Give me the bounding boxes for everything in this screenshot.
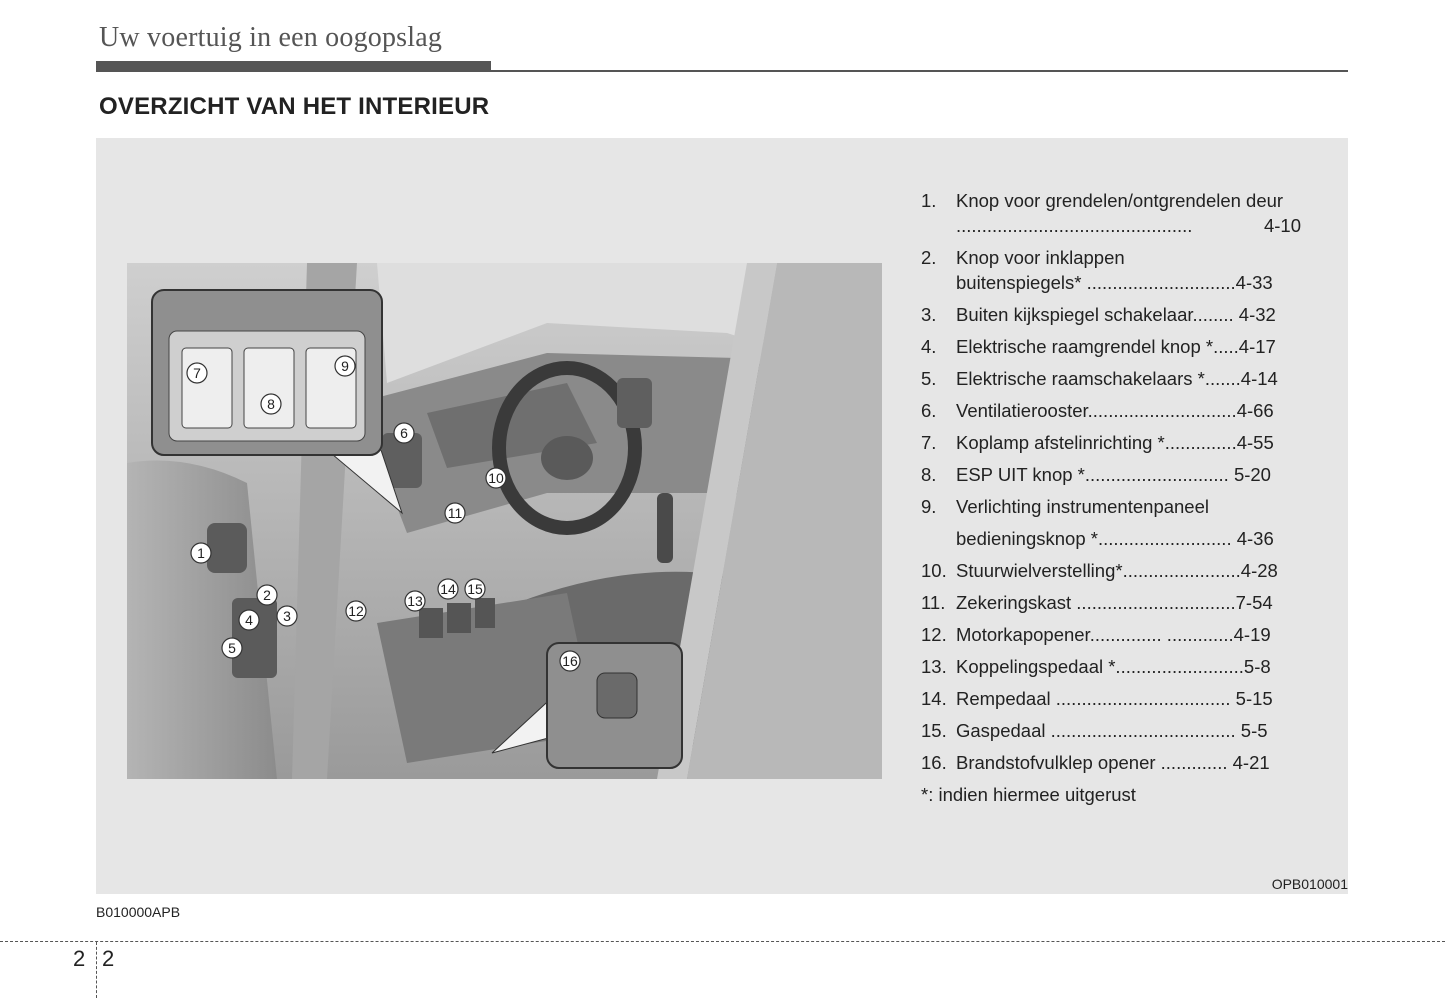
legend-item: 9. Verlichting instrumentenpaneel bedieningsknop *.......................... 4-36	[921, 496, 1274, 549]
figure-code: OPB010001	[1271, 876, 1348, 892]
svg-text:4: 4	[245, 612, 253, 628]
legend-item: 8. ESP UIT knop *............................ 5-20	[921, 464, 1271, 485]
headlight-level-switch	[182, 348, 232, 428]
callout-1	[191, 543, 211, 563]
callout-16	[560, 651, 580, 671]
page-chapter-number: 2	[73, 946, 86, 971]
svg-text:1: 1	[197, 545, 205, 561]
legend-item: 4. Elektrische raamgrendel knop *.....4-17	[921, 336, 1276, 357]
legend-item: 1. Knop voor grendelen/ontgrendelen deur .............................................. 4-10	[921, 190, 1301, 236]
callout-6	[394, 423, 414, 443]
svg-text:9: 9	[341, 358, 349, 374]
legend-item: 14. Rempedaal .................................. 5-15	[921, 688, 1273, 709]
svg-text:8: 8	[267, 396, 275, 412]
air-vent-center	[617, 378, 652, 428]
svg-text:10: 10	[488, 470, 504, 486]
svg-text:11: 11	[447, 505, 463, 521]
gear-lever	[657, 493, 673, 563]
svg-text:13: 13	[407, 593, 423, 609]
interior-illustration	[127, 263, 882, 779]
page-number: 2	[102, 946, 115, 971]
legend-item: 3. Buiten kijkspiegel schakelaar........ 4-32	[921, 304, 1276, 325]
brake-pedal	[447, 603, 471, 633]
callout-5	[222, 638, 242, 658]
legend-item: 10. Stuurwielverstelling*.......................4-28	[921, 560, 1278, 581]
legend-item: 11. Zekeringskast ...............................7-54	[921, 592, 1273, 613]
svg-text:7: 7	[193, 365, 201, 381]
footer-divider-horizontal	[0, 941, 1445, 942]
callout-3	[277, 606, 297, 626]
callout-13	[405, 591, 425, 611]
legend-item: 12. Motorkapopener.............. .............4-19	[921, 624, 1271, 645]
header-rule-thin	[96, 70, 1348, 72]
legend-item: 2. Knop voor inklappen buitenspiegels* .............................4-33	[921, 247, 1273, 293]
callout-10	[486, 468, 506, 488]
section-title: OVERZICHT VAN HET INTERIEUR	[99, 93, 490, 120]
legend-item: 15. Gaspedaal .................................... 5-5	[921, 720, 1268, 741]
header-rule-thick	[96, 61, 491, 70]
svg-text:12: 12	[348, 603, 364, 619]
svg-text:15: 15	[467, 581, 483, 597]
callout-4	[239, 610, 259, 630]
callout-7	[187, 363, 207, 383]
svg-text:3: 3	[283, 608, 291, 624]
door-handle	[207, 523, 247, 573]
svg-text:14: 14	[440, 581, 456, 597]
reference-code: B010000APB	[96, 904, 181, 920]
callout-9	[335, 356, 355, 376]
accelerator-pedal	[475, 598, 495, 628]
svg-text:2: 2	[263, 587, 271, 603]
esp-off-switch	[244, 348, 294, 428]
fuel-flap-lever	[597, 673, 637, 718]
figure-panel	[96, 138, 1348, 894]
legend-item: 16. Brandstofvulklep opener ............. 4-21	[921, 752, 1270, 773]
svg-text:16: 16	[562, 653, 578, 669]
callout-8	[261, 394, 281, 414]
legend-item: 5. Elektrische raamschakelaars *.......4-14	[921, 368, 1278, 389]
chapter-header-title: Uw voertuig in een oogopslag	[99, 22, 443, 53]
component-legend	[921, 188, 1301, 807]
footer-divider-vertical	[96, 942, 97, 998]
legend-item: 6. Ventilatierooster.............................4-66	[921, 400, 1274, 421]
legend-note: *: indien hiermee uitgerust	[921, 784, 1136, 805]
callout-15	[465, 579, 485, 599]
clutch-pedal	[419, 608, 443, 638]
callout-2	[257, 585, 277, 605]
callout-14	[438, 579, 458, 599]
svg-text:5: 5	[228, 640, 236, 656]
svg-text:6: 6	[400, 425, 408, 441]
callout-11	[445, 503, 465, 523]
legend-item: 7. Koplamp afstelinrichting *..............4-55	[921, 432, 1274, 453]
steering-hub	[541, 436, 593, 480]
legend-item: 13. Koppelingspedaal *.........................5-8	[921, 656, 1271, 677]
window-switch-panel	[232, 598, 277, 678]
callout-12	[346, 601, 366, 621]
